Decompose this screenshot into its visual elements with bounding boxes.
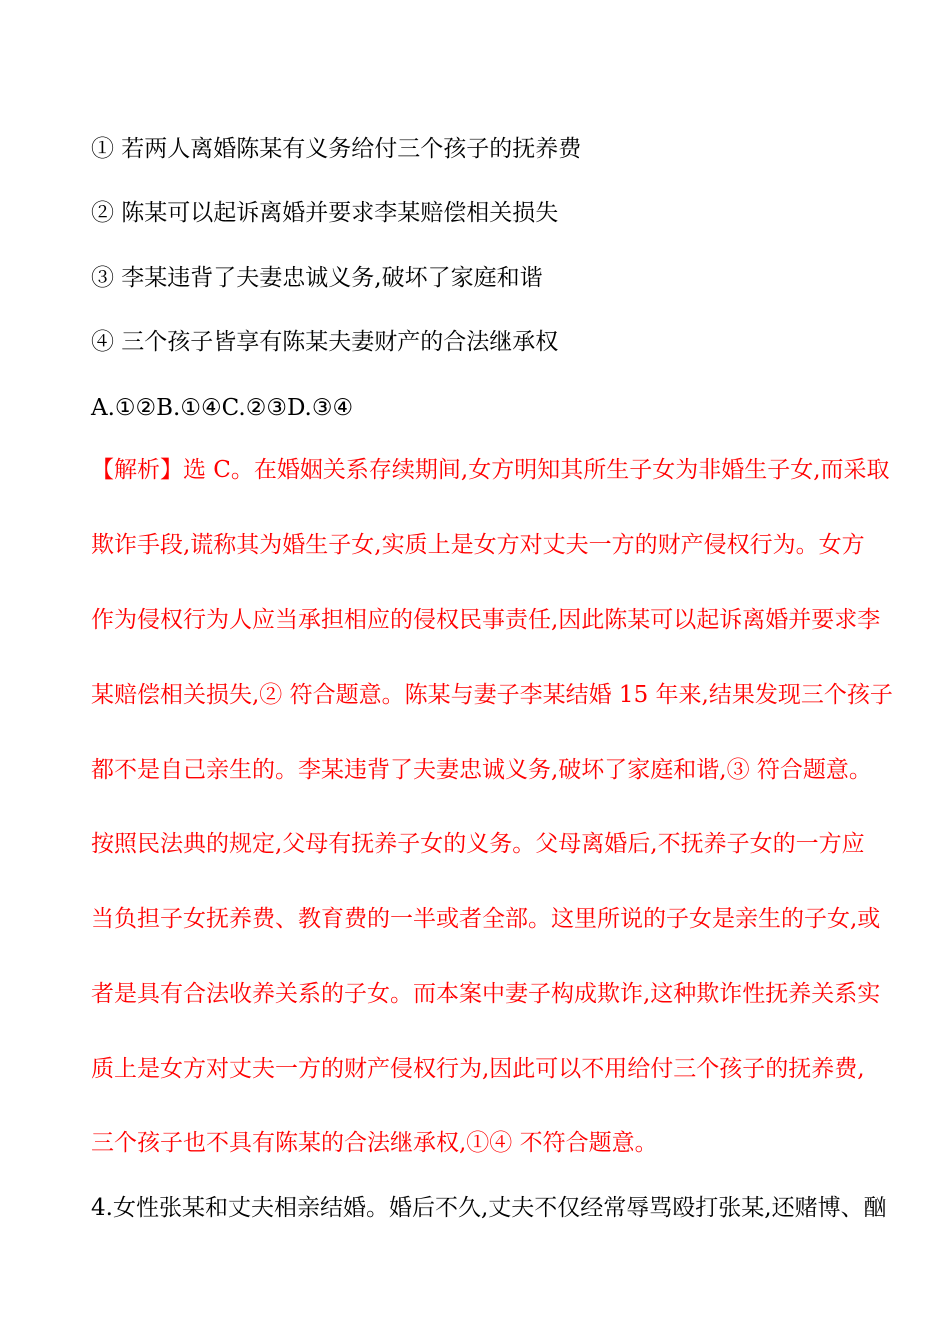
analysis-line-2: 欺诈手段,谎称其为婚生子女,实质上是女方对丈夫一方的财产侵权行为。女方 — [91, 532, 865, 558]
next-question: 4.女性张某和丈夫相亲结婚。婚后不久,丈夫不仅经常辱骂殴打张某,还赌博、酗 — [91, 1195, 887, 1221]
option-3: ③ 李某违背了夫妻忠诚义务,破坏了家庭和谐 — [91, 265, 543, 291]
analysis-line-8: 者是具有合法收养关系的子女。而本案中妻子构成欺诈,这种欺诈性抚养关系实 — [91, 981, 881, 1007]
option-1: ① 若两人离婚陈某有义务给付三个孩子的抚养费 — [91, 136, 582, 162]
analysis-line-3: 作为侵权行为人应当承担相应的侵权民事责任,因此陈某可以起诉离婚并要求李 — [91, 607, 881, 633]
analysis-line-6: 按照民法典的规定,父母有抚养子女的义务。父母离婚后,不抚养子女的一方应 — [91, 831, 865, 857]
option-4: ④ 三个孩子皆享有陈某夫妻财产的合法继承权 — [91, 329, 559, 355]
answer-choices: A.①②B.①④C.②③D.③④ — [91, 395, 354, 421]
analysis-line-9: 质上是女方对丈夫一方的财产侵权行为,因此可以不用给付三个孩子的抚养费, — [91, 1056, 865, 1082]
analysis-line-7: 当负担子女抚养费、教育费的一半或者全部。这里所说的子女是亲生的子女,或 — [91, 906, 881, 932]
analysis-line-10: 三个孩子也不具有陈某的合法继承权,①④ 不符合题意。 — [91, 1130, 658, 1156]
option-2: ② 陈某可以起诉离婚并要求李某赔偿相关损失 — [91, 200, 559, 226]
analysis-line-1: 【解析】选 C。在婚姻关系存续期间,女方明知其所生子女为非婚生子女,而采取 — [91, 457, 890, 483]
analysis-line-4: 某赔偿相关损失,② 符合题意。陈某与妻子李某结婚 15 年来,结果发现三个孩子 — [91, 682, 893, 708]
analysis-line-5: 都不是自己亲生的。李某违背了夫妻忠诚义务,破坏了家庭和谐,③ 符合题意。 — [91, 757, 872, 783]
